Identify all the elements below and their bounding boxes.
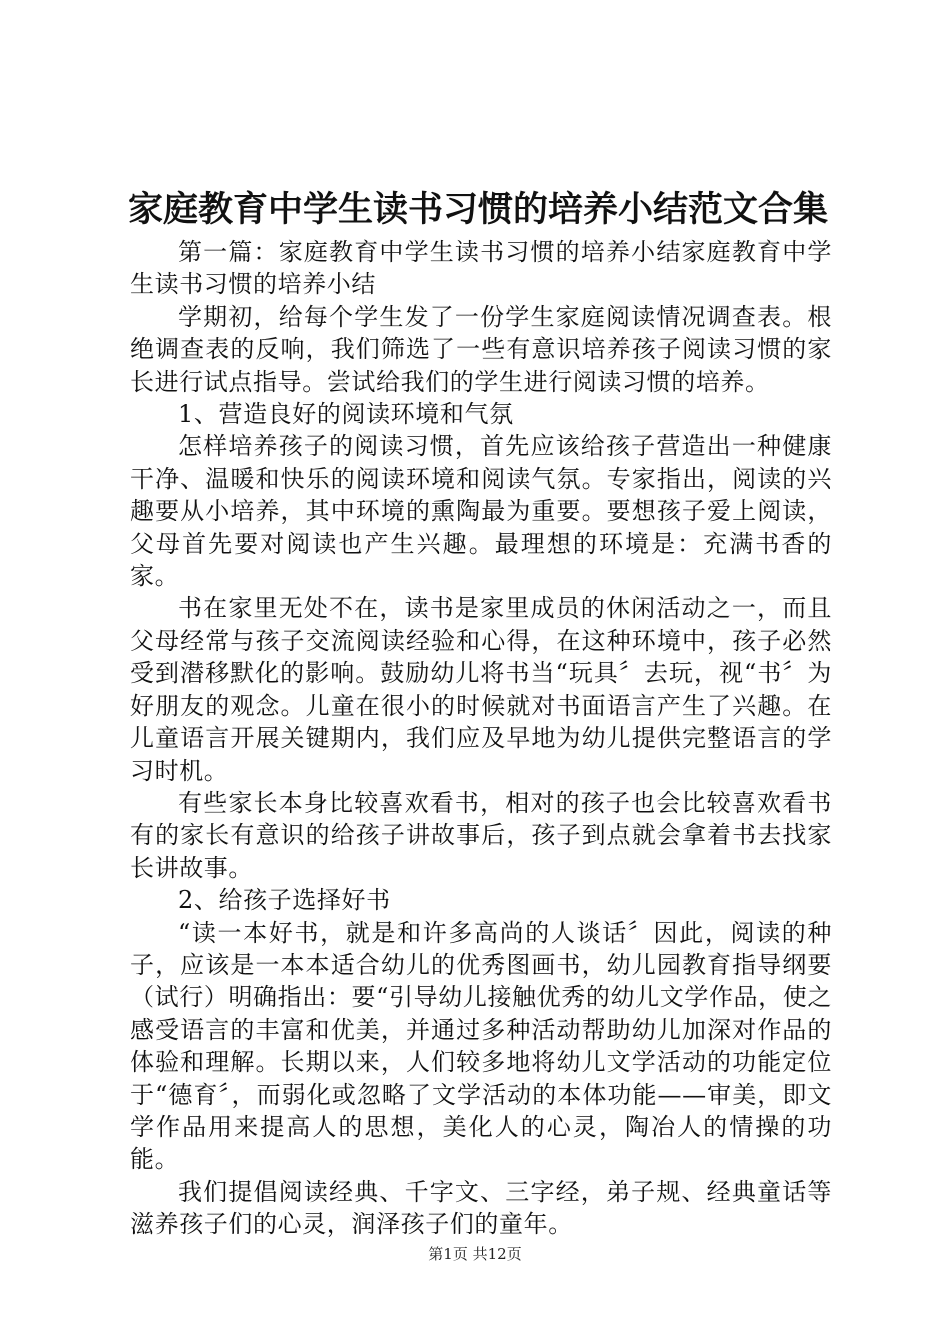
paragraph: “读一本好书，就是和许多高尚的人谈话〞因此，阅读的种子，应该是一本本适合幼儿的优秀图画书，幼儿园教育指导纲要（试行）明确指出：要“引导幼儿接触优秀的幼儿文学作品，使之感受语言的丰富和优美，并通过多种活动帮助幼儿加深对作品的体验和理解。长期以来，人们较多地将幼儿文学活动的功能定位于“德育〞，而弱化或忽略了文学活动的本体功能——审美，即文学作品用来提高人的思想，美化人的心灵，陶冶人的情操的功能。 — [130, 918, 832, 1174]
document-title: 家庭教育中学生读书习惯的培养小结范文合集 — [128, 189, 829, 230]
section-heading: 2、给孩子选择好书 — [178, 886, 391, 915]
paragraph: 有些家长本身比较喜欢看书，相对的孩子也会比较喜欢看书有的家长有意识的给孩子讲故事后，孩子到点就会拿着书去找家长讲故事。 — [130, 788, 832, 882]
paragraph: 第一篇：家庭教育中学生读书习惯的培养小结家庭教育中学生读书习惯的培养小结 — [130, 238, 832, 299]
paragraph: 学期初，给每个学生发了一份学生家庭阅读情况调查表。根绝调查表的反响，我们筛选了一些有意识培养孩子阅读习惯的家长进行试点指导。尝试给我们的学生进行阅读习惯的培养。 — [130, 302, 832, 396]
paragraph: 怎样培养孩子的阅读习惯，首先应该给孩子营造出一种健康干净、温暖和快乐的阅读环境和阅读气氛。专家指出，阅读的兴趣要从小培养，其中环境的熏陶最为重要。要想孩子爱上阅读，父母首先要对阅读也产生兴趣。最理想的环境是：充满书香的家。 — [130, 432, 832, 591]
section-heading: 1、营造良好的阅读环境和气氛 — [178, 400, 514, 429]
page-number-footer: 第1页 共12页 — [428, 1245, 522, 1263]
paragraph: 我们提倡阅读经典、千字文、三字经，弟子规、经典童话等滋养孩子们的心灵，润泽孩子们的童年。 — [130, 1177, 832, 1239]
document-body — [130, 236, 832, 1241]
paragraph: 书在家里无处不在，读书是家里成员的休闲活动之一，而且父母经常与孩子交流阅读经验和心得，在这种环境中，孩子必然受到潜移默化的影响。鼓励幼儿将书当“玩具〞去玩，视“书〞为好朋友的观念。儿童在很小的时候就对书面语言产生了兴趣。在儿童语言开展关键期内，我们应及早地为幼儿提供完整语言的学习时机。 — [130, 594, 832, 785]
